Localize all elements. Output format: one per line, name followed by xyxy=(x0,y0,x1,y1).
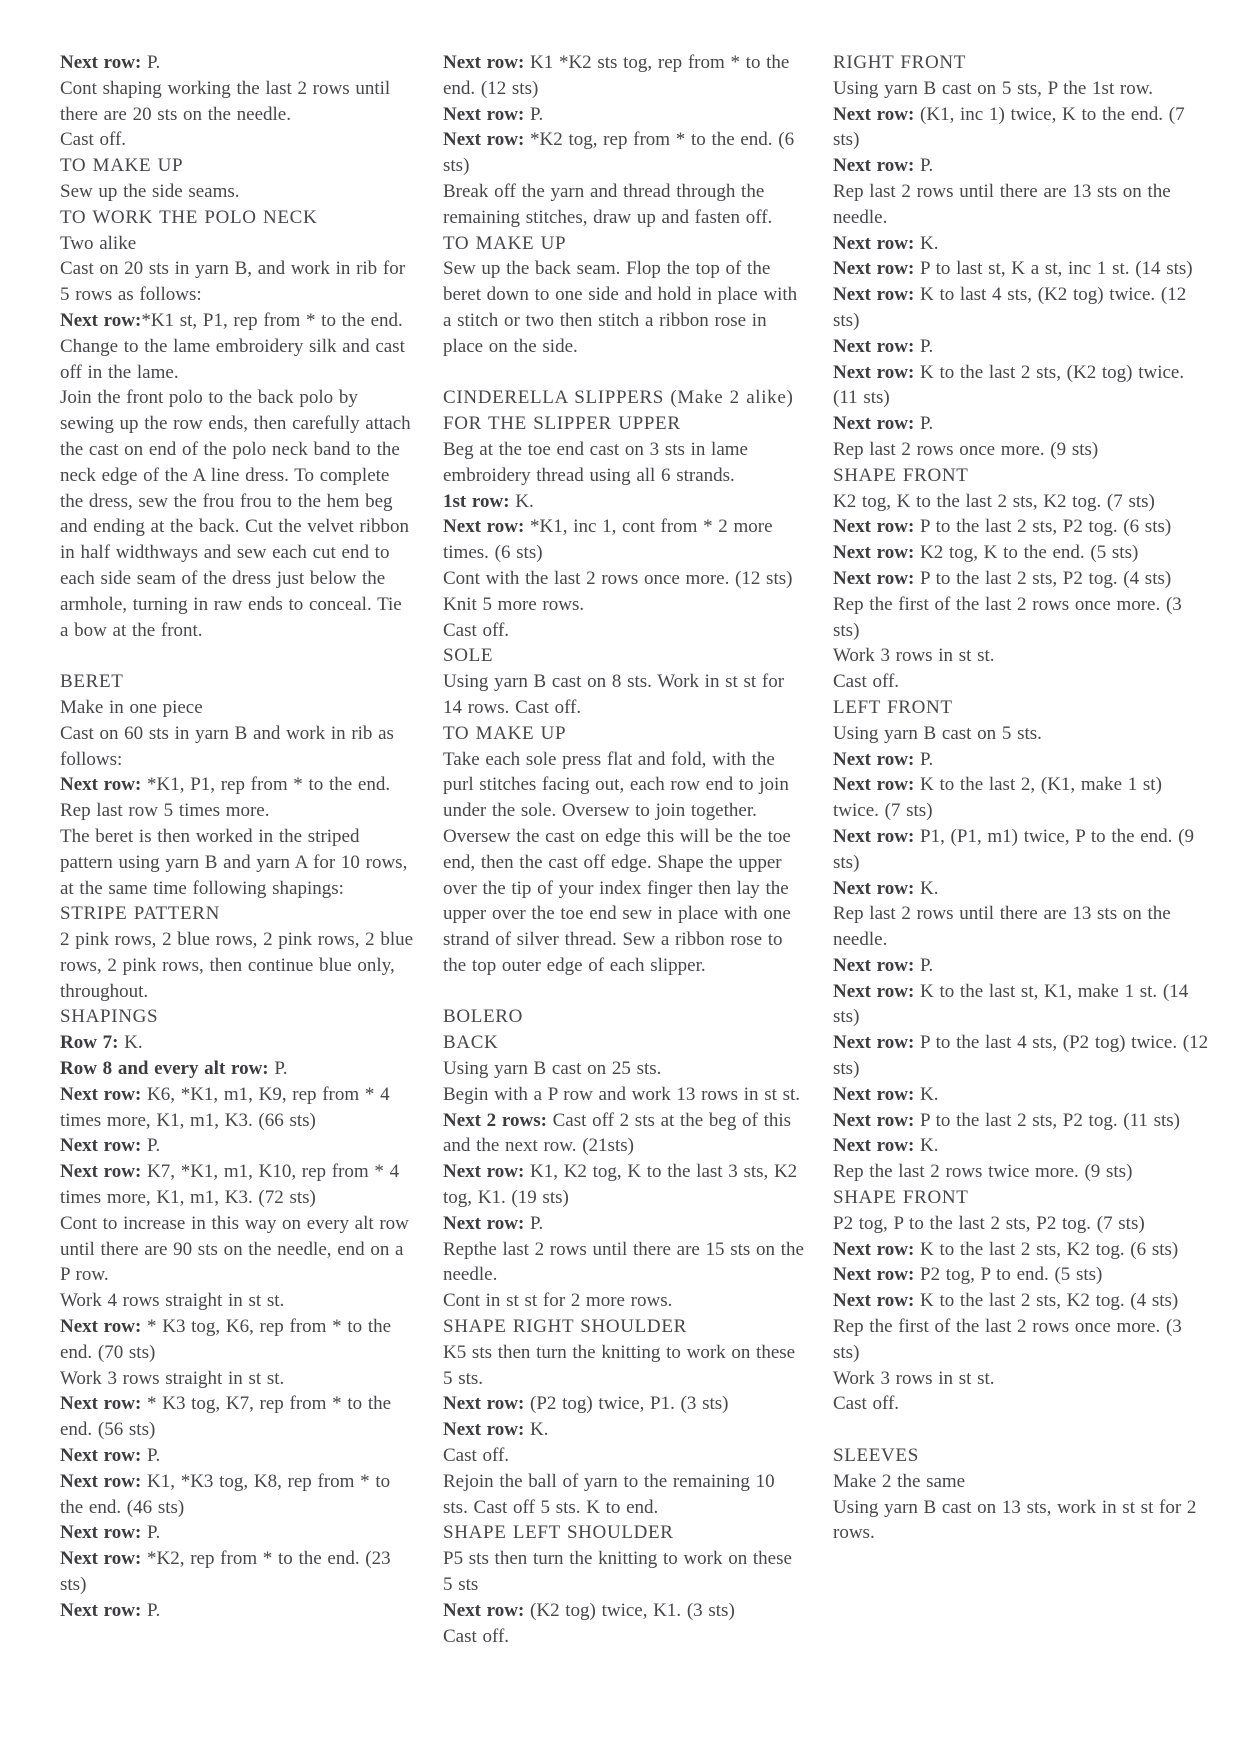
row-label: Next row: xyxy=(833,748,915,770)
row-label: Next row: xyxy=(60,774,142,796)
section-heading: SOLE xyxy=(443,645,494,667)
pattern-instruction: Join the front polo to the back polo by sewing up the row ends, then carefully attach the cast on end of the polo neck band to the neck edge of the A line dress. To complete the dress, sew the frou frou to the hem beg and ending at the back. Cut the velvet ribbon in half widthways and sew each cut end to each side seam of the dress just below the armhole, turning in raw ends to conceal. Tie a bow at the front. xyxy=(60,387,411,641)
pattern-instruction: Cast off. xyxy=(833,671,900,693)
pattern-instruction: Next row: P to the last 4 sts, (P2 tog) twice. (12 sts) xyxy=(833,1032,1209,1080)
row-label: Next row: xyxy=(833,567,915,589)
pattern-instruction: Next row: P to last st, K a st, inc 1 st. (14 sts) xyxy=(833,258,1193,280)
row-label: Next row: xyxy=(833,284,915,306)
section-heading: TO MAKE UP xyxy=(443,232,567,254)
pattern-instruction: Next row: P. xyxy=(60,1135,161,1157)
pattern-instruction: Next row: K to the last 2 sts, K2 tog. (4 sts) xyxy=(833,1290,1179,1312)
row-label: Next row: xyxy=(60,52,142,73)
pattern-instruction: K5 sts then turn the knitting to work on these 5 sts. xyxy=(443,1341,796,1389)
pattern-instruction: Begin with a P row and work 13 rows in st st. xyxy=(443,1083,801,1105)
row-label: Next row: xyxy=(60,1548,142,1570)
row-label: Next row: xyxy=(833,980,915,1002)
section-heading: STRIPE PATTERN xyxy=(60,903,221,925)
row-label: Next row: xyxy=(60,1135,142,1157)
row-label: Next row: xyxy=(833,1238,915,1260)
paragraph-spacer xyxy=(443,360,805,386)
pattern-instruction: Next row: P to the last 2 sts, P2 tog. (11 sts) xyxy=(833,1109,1180,1131)
section-heading: FOR THE SLIPPER UPPER xyxy=(443,413,681,435)
pattern-instruction: Beg at the toe end cast on 3 sts in lame embroidery thread using all 6 strands. xyxy=(443,438,748,486)
row-label: Next row: xyxy=(833,542,915,564)
pattern-instruction: Next row: K to the last 2, (K1, make 1 st) twice. (7 sts) xyxy=(833,774,1162,822)
pattern-instruction: Rejoin the ball of yarn to the remaining 10 sts. Cast off 5 sts. K to end. xyxy=(443,1470,775,1518)
pattern-instruction: P5 sts then turn the knitting to work on these 5 sts xyxy=(443,1548,792,1596)
pattern-instruction: Row 8 and every alt row: P. xyxy=(60,1058,288,1080)
pattern-instruction: Next row: (P2 tog) twice, P1. (3 sts) xyxy=(443,1393,729,1415)
pattern-instruction: Cast on 20 sts in yarn B, and work in rib for 5 rows as follows: xyxy=(60,258,406,306)
pattern-instruction: Next row: P. xyxy=(443,103,544,125)
pattern-instruction: Next row: P2 tog, P to end. (5 sts) xyxy=(833,1264,1103,1286)
pattern-instruction: Cont with the last 2 rows once more. (12 sts) xyxy=(443,567,793,589)
pattern-instruction: Using yarn B cast on 5 sts. xyxy=(833,722,1042,744)
pattern-instruction: Next row: P. xyxy=(60,1445,161,1467)
pattern-instruction: Next row: P. xyxy=(833,155,934,177)
pattern-instruction: 2 pink rows, 2 blue rows, 2 pink rows, 2 blue rows, 2 pink rows, then continue blue only, throughout. xyxy=(60,929,414,1002)
pattern-instruction: Make 2 the same xyxy=(833,1470,966,1492)
pattern-instruction: Next row: K6, *K1, m1, K9, rep from * 4 times more, K1, m1, K3. (66 sts) xyxy=(60,1083,390,1131)
pattern-instruction: Next row: K1, *K3 tog, K8, rep from * to the end. (46 sts) xyxy=(60,1470,391,1518)
pattern-instruction: Next row: K7, *K1, m1, K10, rep from * 4 times more, K1, m1, K3. (72 sts) xyxy=(60,1161,400,1209)
row-label: Next row: xyxy=(833,1109,915,1131)
row-label: Next row: xyxy=(833,258,915,280)
paragraph-spacer xyxy=(833,1417,1210,1443)
pattern-instruction: Cast off. xyxy=(443,619,510,641)
row-label: Next row: xyxy=(833,335,915,357)
row-label: Next row: xyxy=(443,1212,525,1234)
pattern-instruction: Rep last 2 rows once more. (9 sts) xyxy=(833,438,1099,460)
row-label: Next row: xyxy=(833,1264,915,1286)
pattern-instruction: Cast off. xyxy=(443,1625,510,1647)
pattern-instruction: Using yarn B cast on 13 sts, work in st st for 2 rows. xyxy=(833,1496,1197,1544)
pattern-instruction: Repthe last 2 rows until there are 15 sts on the needle. xyxy=(443,1238,804,1286)
row-label: Next row: xyxy=(60,1393,142,1415)
pattern-instruction: Sew up the side seams. xyxy=(60,180,240,202)
pattern-instruction: Next row: K1 *K2 sts tog, rep from * to the end. (12 sts) xyxy=(443,52,790,99)
pattern-instruction: Rep last 2 rows until there are 13 sts on the needle. xyxy=(833,180,1171,228)
row-label: Row 8 and every alt row: xyxy=(60,1058,269,1080)
row-label: Next row: xyxy=(833,103,915,125)
pattern-instruction: Next row: *K1, P1, rep from * to the end. xyxy=(60,774,391,796)
row-label: Next row: xyxy=(60,1599,142,1621)
row-label: Next row: xyxy=(60,1522,142,1544)
pattern-instruction: Make in one piece xyxy=(60,696,203,718)
row-label: Next row: xyxy=(833,877,915,899)
row-label: Next row: xyxy=(833,1290,915,1312)
pattern-instruction: Using yarn B cast on 5 sts, P the 1st row. xyxy=(833,77,1153,99)
pattern-instruction: Next row: K to the last st, K1, make 1 st. (14 sts) xyxy=(833,980,1189,1028)
section-heading: TO MAKE UP xyxy=(60,155,184,177)
pattern-instruction: Next row: P. xyxy=(443,1212,544,1234)
section-heading: SHAPE FRONT xyxy=(833,1187,969,1209)
section-heading: TO MAKE UP xyxy=(443,722,567,744)
pattern-instruction: Cont shaping working the last 2 rows until there are 20 sts on the needle. xyxy=(60,77,391,125)
column-2 xyxy=(443,50,805,1649)
row-label: Next row: xyxy=(443,1161,525,1183)
pattern-instruction: The beret is then worked in the striped pattern using yarn B and yarn A for 10 rows, at the same time following shapings: xyxy=(60,825,408,899)
section-heading: CINDERELLA SLIPPERS (Make 2 alike) xyxy=(443,387,794,409)
row-label: Next row: xyxy=(833,155,915,177)
pattern-instruction: Rep last 2 rows until there are 13 sts on the needle. xyxy=(833,903,1171,951)
row-label: Next row: xyxy=(833,1135,915,1157)
pattern-instruction: Rep the last 2 rows twice more. (9 sts) xyxy=(833,1161,1133,1183)
pattern-instruction: Next row: K. xyxy=(833,877,939,899)
section-heading: TO WORK THE POLO NECK xyxy=(60,206,318,228)
pattern-instruction: Two alike xyxy=(60,232,137,254)
row-label: Next row: xyxy=(443,516,525,538)
pattern-instruction: Cast off. xyxy=(833,1393,900,1415)
pattern-instruction: Next row: P. xyxy=(833,335,934,357)
row-label: Next row: xyxy=(60,1083,142,1105)
pattern-instruction: Cast off. xyxy=(60,129,127,151)
section-heading: SLEEVES xyxy=(833,1445,919,1467)
pattern-instruction: Next row: (K1, inc 1) twice, K to the end. (7 sts) xyxy=(833,103,1185,151)
row-label: Next row: xyxy=(443,129,525,151)
pattern-instruction: Work 3 rows in st st. xyxy=(833,645,995,667)
paragraph-spacer xyxy=(60,643,415,669)
row-label: Next row: xyxy=(833,1083,915,1105)
pattern-instruction: Next row: K to last 4 sts, (K2 tog) twice. (12 sts) xyxy=(833,284,1187,331)
pattern-instruction: Next row:*K1 st, P1, rep from * to the end. xyxy=(60,309,403,331)
section-heading: SHAPE FRONT xyxy=(833,464,969,486)
pattern-instruction: Next row: K2 tog, K to the end. (5 sts) xyxy=(833,542,1139,564)
row-label: Next row: xyxy=(60,1470,142,1492)
pattern-instruction: Next row: K. xyxy=(833,1135,939,1157)
pattern-instruction: Next row: *K2, rep from * to the end. (23 sts) xyxy=(60,1548,391,1596)
row-label: Next row: xyxy=(443,52,525,73)
pattern-instruction: Next row: (K2 tog) twice, K1. (3 sts) xyxy=(443,1599,735,1621)
row-label: Next row: xyxy=(443,1599,525,1621)
section-heading: BERET xyxy=(60,671,124,693)
pattern-instruction: Cast on 60 sts in yarn B and work in rib as follows: xyxy=(60,722,394,770)
row-label: Next row: xyxy=(60,1445,142,1467)
section-heading: SHAPINGS xyxy=(60,1006,159,1028)
pattern-instruction: Work 4 rows straight in st st. xyxy=(60,1290,285,1312)
pattern-instruction: Next row: K1, K2 tog, K to the last 3 sts, K2 tog, K1. (19 sts) xyxy=(443,1161,798,1209)
section-heading: LEFT FRONT xyxy=(833,696,953,718)
pattern-instruction: Next row: P. xyxy=(60,52,161,73)
row-label: Next 2 rows: xyxy=(443,1109,547,1131)
pattern-instruction: Cast off. xyxy=(443,1445,510,1467)
pattern-instruction: Next 2 rows: Cast off 2 sts at the beg of this and the next row. (21sts) xyxy=(443,1109,792,1157)
pattern-instruction: Next row: P. xyxy=(60,1522,161,1544)
pattern-instruction: Next row: K. xyxy=(833,232,939,254)
pattern-instruction: Using yarn B cast on 8 sts. Work in st st for 14 rows. Cast off. xyxy=(443,671,785,718)
pattern-instruction: K2 tog, K to the last 2 sts, K2 tog. (7 sts) xyxy=(833,490,1155,512)
pattern-instruction: Next row: P to the last 2 sts, P2 tog. (4 sts) xyxy=(833,567,1172,589)
pattern-instruction: Cont to increase in this way on every alt row until there are 90 sts on the needle, end on a P row. xyxy=(60,1212,409,1286)
pattern-instruction: Next row: K. xyxy=(833,1083,939,1105)
row-label: Row 7: xyxy=(60,1032,119,1054)
pattern-instruction: Next row: *K2 tog, rep from * to the end. (6 sts) xyxy=(443,129,795,177)
row-label: Next row: xyxy=(833,361,915,383)
row-label: Next row: xyxy=(60,1316,142,1338)
pattern-instruction: Next row: P. xyxy=(833,954,934,976)
section-heading: SHAPE RIGHT SHOULDER xyxy=(443,1316,687,1338)
row-label: Next row: xyxy=(443,1393,525,1415)
pattern-instruction: Next row: P. xyxy=(833,748,934,770)
pattern-instruction: Next row: K. xyxy=(443,1419,549,1441)
row-label: Next row: xyxy=(60,309,142,331)
row-label: Next row: xyxy=(833,774,915,796)
row-label: Next row: xyxy=(443,103,525,125)
pattern-instruction: Next row: *K1, inc 1, cont from * 2 more times. (6 sts) xyxy=(443,516,773,564)
column-1 xyxy=(60,50,415,1649)
pattern-instruction: Next row: P. xyxy=(60,1599,161,1621)
row-label: Next row: xyxy=(833,825,915,847)
pattern-instruction: P2 tog, P to the last 2 sts, P2 tog. (7 sts) xyxy=(833,1212,1145,1234)
pattern-instruction: Change to the lame embroidery silk and cast off in the lame. xyxy=(60,335,405,383)
paragraph-spacer xyxy=(443,979,805,1005)
pattern-instruction: Sew up the back seam. Flop the top of the beret down to one side and hold in place with a stitch or two then stitch a ribbon rose in place on the side. xyxy=(443,258,798,357)
pattern-instruction: Cont in st st for 2 more rows. xyxy=(443,1290,673,1312)
column-3 xyxy=(833,50,1210,1649)
section-heading: BOLERO xyxy=(443,1006,523,1028)
row-label: Next row: xyxy=(60,1161,142,1183)
pattern-instruction: Row 7: K. xyxy=(60,1032,143,1054)
pattern-instruction: Using yarn B cast on 25 sts. xyxy=(443,1058,662,1080)
pattern-instruction: Next row: K to the last 2 sts, K2 tog. (6 sts) xyxy=(833,1238,1179,1260)
row-label: 1st row: xyxy=(443,490,510,512)
pattern-instruction: Next row: P. xyxy=(833,413,934,435)
pattern-instruction: Next row: K to the last 2 sts, (K2 tog) twice. (11 sts) xyxy=(833,361,1185,409)
pattern-instruction: Rep last row 5 times more. xyxy=(60,800,270,822)
pattern-instruction: Next row: P1, (P1, m1) twice, P to the end. (9 sts) xyxy=(833,825,1194,873)
pattern-instruction: Take each sole press flat and fold, with the purl stitches facing out, each row end to join under the sole. Oversew to join together. Oversew the cast on edge this will be the toe end, then the cast off edge. Shape the upper over the tip of your index finger then lay the upper over the toe end sew in place with one strand of silver thread. Sew a ribbon rose to the top outer edge of each slipper. xyxy=(443,748,791,976)
pattern-instruction: Work 3 rows in st st. xyxy=(833,1367,995,1389)
pattern-instruction: Next row: * K3 tog, K7, rep from * to the end. (56 sts) xyxy=(60,1393,392,1441)
pattern-instruction: Rep the first of the last 2 rows once more. (3 sts) xyxy=(833,1316,1182,1363)
section-heading: SHAPE LEFT SHOULDER xyxy=(443,1522,674,1544)
pattern-instruction: Next row: P to the last 2 sts, P2 tog. (6 sts) xyxy=(833,516,1172,538)
pattern-instruction: Break off the yarn and thread through the remaining stitches, draw up and fasten off. xyxy=(443,180,773,228)
pattern-instruction: Knit 5 more rows. xyxy=(443,593,585,615)
row-label: Next row: xyxy=(833,413,915,435)
section-heading: RIGHT FRONT xyxy=(833,52,967,73)
pattern-instruction: Rep the first of the last 2 rows once more. (3 sts) xyxy=(833,593,1182,641)
row-label: Next row: xyxy=(443,1419,525,1441)
row-label: Next row: xyxy=(833,516,915,538)
row-label: Next row: xyxy=(833,232,915,254)
pattern-instruction: Work 3 rows straight in st st. xyxy=(60,1367,285,1389)
row-label: Next row: xyxy=(833,954,915,976)
section-heading: BACK xyxy=(443,1032,499,1054)
pattern-instruction: Next row: * K3 tog, K6, rep from * to the end. (70 sts) xyxy=(60,1316,392,1363)
pattern-instruction: 1st row: K. xyxy=(443,490,534,512)
row-label: Next row: xyxy=(833,1032,915,1054)
